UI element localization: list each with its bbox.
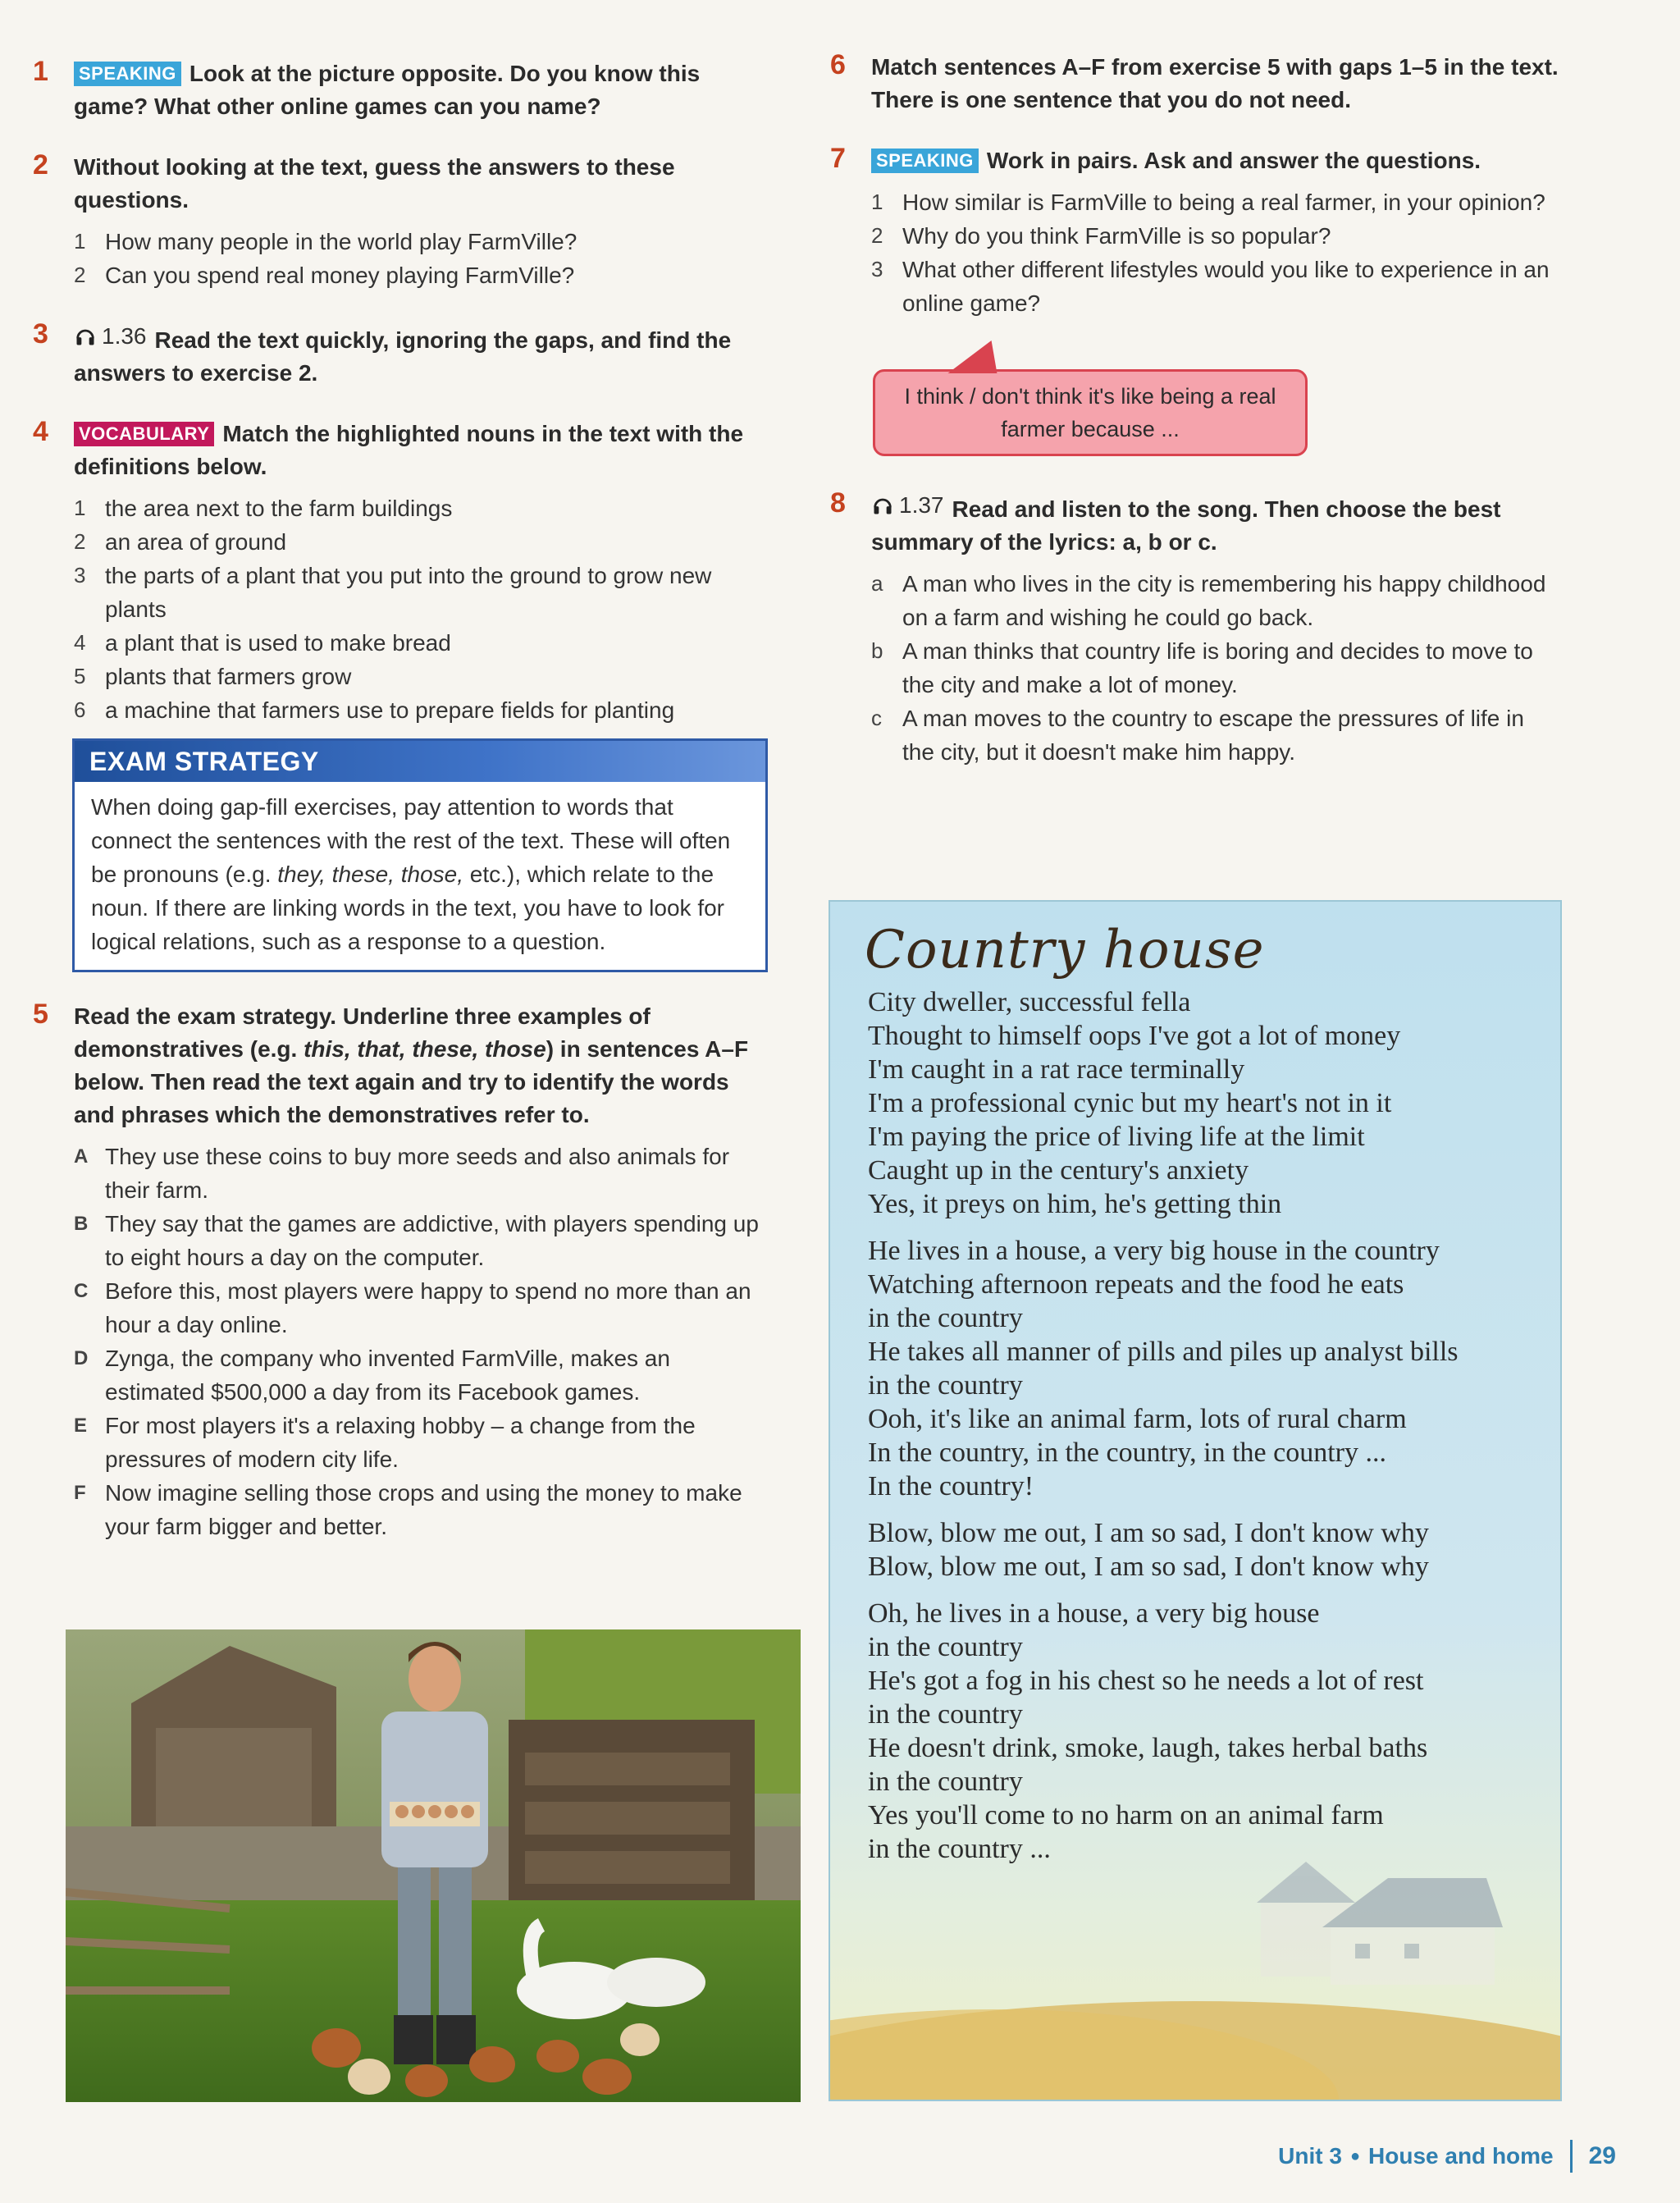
- audio-track[interactable]: [74, 320, 147, 353]
- sentence-list: [74, 1140, 769, 1543]
- list-item: F Now imagine selling those crops and using the money to make your farm bigger and better.: [74, 1480, 742, 1539]
- lyric-line: I'm caught in a rat race terminally: [868, 1054, 1245, 1085]
- song-stanzas: [830, 985, 1560, 1866]
- exercise-8: [829, 489, 1559, 769]
- lyric-line: He's got a fog in his chest so he needs a lot of rest: [868, 1666, 1424, 1696]
- list-item: 1 the area next to the farm buildings: [74, 496, 453, 521]
- lyric-line: in the country: [868, 1632, 1023, 1662]
- vocabulary-tag: VOCABULARY: [74, 422, 214, 446]
- exercise-2: [31, 151, 769, 292]
- footer-divider: [1570, 2140, 1573, 2173]
- lyric-line: in the country: [868, 1699, 1023, 1730]
- exercise-instruction: [74, 320, 769, 390]
- list-item: E For most players it's a relaxing hobby – a change from the pressures of modern city life.: [74, 1413, 696, 1472]
- instruction-text: Read the exam strategy. Underline three examples of demonstratives (e.g. this, that, these, those) in sentences A–F below. Then read the text again and try to identify the words and phrases which the demonstratives refer to.: [74, 1003, 749, 1127]
- exercise-7: [829, 144, 1559, 320]
- instruction-text: Read the text quickly, ignoring the gaps, and find the answers to exercise 2.: [74, 327, 732, 386]
- exam-strategy-body: When doing gap-fill exercises, pay attention to words that connect the sentences with the rest of the text. These will often be pronouns (e.g. they, these, those, etc.), which relate to the noun. If there are linking words in the text, you have to look for logical relations, such as a response to a question.: [91, 794, 731, 954]
- unit-label: Unit 3: [1278, 2143, 1342, 2169]
- list-item: 4 a plant that is used to make bread: [74, 630, 451, 656]
- song-lyrics-box: [829, 900, 1562, 2101]
- exercise-instruction: [74, 418, 769, 483]
- list-item: 5 plants that farmers grow: [74, 664, 352, 689]
- list-item: 1 How similar is FarmVille to being a real farmer, in your opinion?: [871, 190, 1545, 215]
- instruction-text: Match the highlighted nouns in the text with the definitions below.: [74, 421, 744, 479]
- song-stanza: [868, 1597, 1560, 1866]
- left-column: [31, 57, 769, 1571]
- list-item: D Zynga, the company who invented FarmVille, makes an estimated $500,000 a day from its Facebook games.: [74, 1346, 670, 1405]
- country-landscape-illustration: [830, 1829, 1560, 2100]
- list-item: 6 a machine that farmers use to prepare fields for planting: [74, 697, 675, 723]
- lyric-line: I'm a professional cynic but my heart's not in it: [868, 1088, 1392, 1118]
- lyric-line: I'm paying the price of living life at the limit: [868, 1122, 1365, 1152]
- headphones-icon: [871, 494, 894, 517]
- exercise-instruction: [871, 489, 1559, 559]
- lyric-line: Yes, it preys on him, he's getting thin: [868, 1189, 1282, 1219]
- audio-track[interactable]: [871, 489, 944, 522]
- exercise-1: [31, 57, 769, 123]
- song-title: Country house: [865, 920, 1265, 980]
- audio-track-number: 1.36: [102, 323, 147, 349]
- exercise-number: 1: [33, 56, 48, 87]
- lyric-line: In the country!: [868, 1471, 1034, 1501]
- list-item: A They use these coins to buy more seeds and also animals for their farm.: [74, 1144, 730, 1203]
- lyric-line: Caught up in the century's anxiety: [868, 1155, 1249, 1186]
- speaking-tag: SPEAKING: [74, 62, 181, 86]
- lyric-line: Blow, blow me out, I am so sad, I don't know why: [868, 1518, 1429, 1548]
- farmer-with-chickens-image: [66, 1629, 801, 2102]
- list-item: B They say that the games are addictive, with players spending up to eight hours a day on the computer.: [74, 1211, 759, 1270]
- list-item: a A man who lives in the city is remembering his happy childhood on a farm and wishing he could go back.: [871, 571, 1546, 630]
- exercise-number: 2: [33, 149, 48, 181]
- speaking-tag: SPEAKING: [871, 149, 979, 173]
- instruction-text: Work in pairs. Ask and answer the questions.: [986, 148, 1481, 173]
- lyric-line: In the country, in the country, in the country ...: [868, 1437, 1386, 1468]
- song-stanza: [868, 985, 1560, 1221]
- exercise-instruction: [74, 57, 769, 123]
- lyric-line: Ooh, it's like an animal farm, lots of rural charm: [868, 1404, 1407, 1434]
- instruction-text: Without looking at the text, guess the answers to these questions.: [74, 154, 675, 213]
- instruction-text: Match sentences A–F from exercise 5 with gaps 1–5 in the text. There is one sentence that you do not need.: [871, 54, 1559, 112]
- song-stanza: [868, 1234, 1560, 1503]
- exercise-number: 8: [830, 487, 846, 519]
- definition-list: [74, 491, 769, 727]
- exercise-number: 3: [33, 318, 48, 350]
- speech-bubble-text: I think / don't think it's like being a real farmer because ...: [904, 384, 1276, 441]
- page-number: 29: [1588, 2142, 1616, 2169]
- farmer-photo: [66, 1629, 801, 2102]
- lyric-line: He lives in a house, a very big house in the country: [868, 1236, 1440, 1266]
- list-item: c A man moves to the country to escape the pressures of life in the city, but it doesn't make him happy.: [871, 706, 1524, 765]
- speech-bubble-tail: [947, 341, 1016, 373]
- summary-options: [871, 567, 1559, 769]
- exercise-number: 4: [33, 416, 48, 447]
- list-item: C Before this, most players were happy to spend no more than an hour a day online.: [74, 1278, 751, 1337]
- lyric-line: Yes you'll come to no harm on an animal farm: [868, 1800, 1384, 1831]
- bullet-separator: ●: [1349, 2146, 1361, 2165]
- song-stanza: [868, 1516, 1560, 1584]
- exam-strategy-box: [72, 738, 768, 972]
- question-list: [74, 225, 769, 292]
- instruction-text: Look at the picture opposite. Do you know this game? What other online games can you name?: [74, 61, 701, 119]
- exercise-5: [31, 1000, 769, 1543]
- lyric-line: Thought to himself oops I've got a lot of money: [868, 1021, 1401, 1051]
- speech-bubble: [873, 369, 1308, 456]
- headphones-icon: [74, 325, 97, 348]
- audio-track-number: 1.37: [899, 492, 944, 518]
- lyric-line: He doesn't drink, smoke, laugh, takes herbal baths: [868, 1733, 1428, 1763]
- unit-topic: House and home: [1368, 2143, 1554, 2169]
- exam-strategy-title: EXAM STRATEGY: [75, 741, 765, 782]
- list-item: 1 How many people in the world play FarmVille?: [74, 229, 578, 254]
- question-list: [871, 185, 1559, 320]
- lyric-line: in the country: [868, 1370, 1023, 1401]
- lyric-line: Oh, he lives in a house, a very big house: [868, 1598, 1320, 1629]
- list-item: b A man thinks that country life is boring and decides to move to the city and make a lot of money.: [871, 638, 1533, 697]
- exercise-number: 6: [830, 49, 846, 80]
- exercise-instruction: [871, 144, 1559, 177]
- page-footer: [1278, 2140, 1616, 2173]
- right-column: [829, 51, 1559, 797]
- list-item: 3 What other different lifestyles would you like to experience in an online game?: [871, 257, 1550, 316]
- list-item: 3 the parts of a plant that you put into the ground to grow new plants: [74, 563, 712, 622]
- exercise-3: [31, 320, 769, 390]
- instruction-text: Read and listen to the song. Then choose the best summary of the lyrics: a, b or c.: [871, 496, 1501, 555]
- exercise-number: 5: [33, 999, 48, 1030]
- list-item: 2 an area of ground: [74, 529, 287, 555]
- lyric-line: in the country: [868, 1767, 1023, 1797]
- exercise-4: [31, 418, 769, 727]
- lyric-line: in the country: [868, 1303, 1023, 1333]
- lyric-line: Watching afternoon repeats and the food he eats: [868, 1269, 1404, 1300]
- list-item: 2 Why do you think FarmVille is so popular?: [871, 223, 1331, 249]
- exercise-number: 7: [830, 143, 846, 174]
- lyric-line: in the country ...: [868, 1834, 1051, 1864]
- exercise-6: [829, 51, 1559, 117]
- lyric-line: City dweller, successful fella: [868, 987, 1191, 1017]
- list-item: 2 Can you spend real money playing FarmVille?: [74, 263, 575, 288]
- lyric-line: Blow, blow me out, I am so sad, I don't know why: [868, 1552, 1429, 1582]
- lyric-line: He takes all manner of pills and piles up analyst bills: [868, 1337, 1459, 1367]
